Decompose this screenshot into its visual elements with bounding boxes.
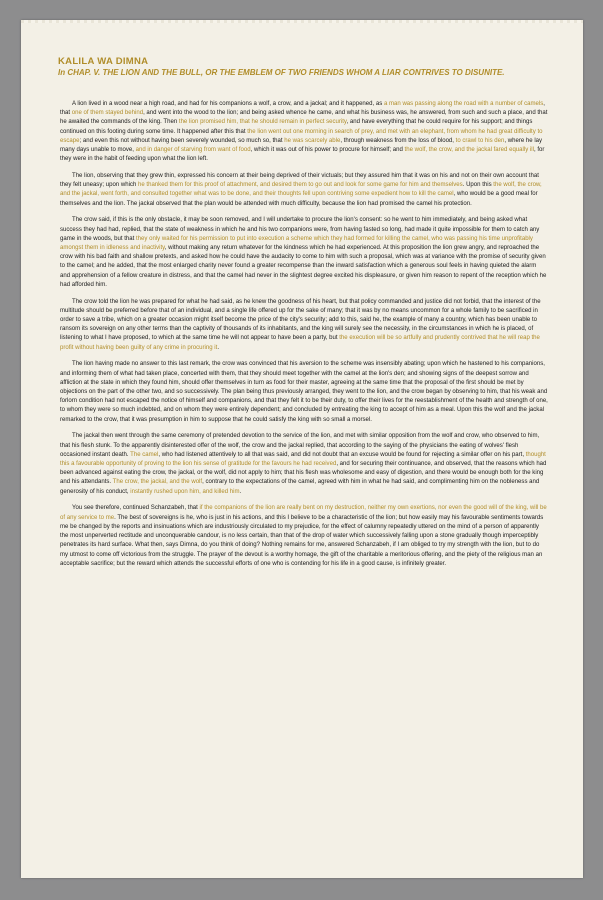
print-sheet <box>21 20 583 878</box>
highlighted-passage: they only waited for his permission to put into execution a scheme which they had formed for killing the camel, who was passing his time unprofitably amongst them in idleness and inactivity <box>60 235 533 252</box>
text-run: . <box>239 488 242 495</box>
text-run: . The best of sovereigns is he, who is just in his actions, and this I believe to be a characteristic of the lion; but how easily may his favourable sentiments towards me be changed by the reports and insinuations which are industriously circulated to my prejudice, for the effect of calumny repeatedly uttered on the mind of a person of apparently the most unperverted rectitude and unconquerable candour, is no less certain, than that of the drop of water which successively falling upon a stone gradually though imperceptibly penetrates its hard surface. What then, says Dimna, do you think of doing? Nothing remains for me, answered Schanzabeh, if I am obliged to try my strength with the lion, but to do my utmost to come off victorious from the struggle. The prayer of the devout is a worthy homage, the gift of the charitable a meritorious offering, and the piety of the religious man an acceptable sacrifice; but the reward which attends the successful efforts of one who is contending for his life in a good cause, is infinitely greater. <box>60 514 544 567</box>
text-run: , and went into the wood to the lion; and being asked whence he came, and what his business was, he answered, from such and such a place, and that he awaited the commands of the king. Then <box>60 110 548 126</box>
story-paragraph <box>60 504 548 568</box>
highlighted-passage: the lion went out one morning in search of prey, and met with an elephant, from whom he had great difficulty to escape <box>60 128 543 144</box>
story-text <box>60 100 548 577</box>
highlighted-passage: if the companions of the lion are really bent on my destruction, neither my own exertions, nor even the good will of the king, will be of any service to me <box>60 505 547 521</box>
text-run: , and have everything that he could require for his support; and things continued on this footing during some time. It happened after this that <box>60 119 533 135</box>
text-run: You see therefore, continued Schanzabeh, that <box>72 505 200 512</box>
header <box>58 56 558 78</box>
highlighted-passage: the lion promised him, that he should remain in perfect security <box>178 119 347 126</box>
highlighted-passage: the wolf, the crow, and the jackal, went forth, and consulted together what was to be done, and their thoughts fell upon contriving some expedient how to kill the camel <box>60 182 542 198</box>
text-run: A lion lived in a wood near a high road, and had for his companions a wolf, a crow, and a jackal; and it happened, as <box>72 101 384 107</box>
text-run: , which it was out of his power to procure for himself; and <box>250 147 405 154</box>
text-run: , contrary to the expectations of the camel, agreed with him in what he had said, and complimenting him on the nobleness and generosity of his conduct, <box>60 479 540 495</box>
text-run: . Upon this <box>462 182 494 189</box>
story-paragraph <box>60 216 548 290</box>
highlighted-passage: instantly rushed upon him, and killed him <box>130 488 240 495</box>
text-run: , through weakness from the loss of blood, <box>340 137 456 144</box>
highlighted-passage: the wolf, the crow, and the jackal fared equally ill <box>404 147 534 154</box>
highlighted-passage: the execution will be so artfully and prudently contrived that he will reap the profit without having been guilty of any crime in procuring it <box>60 335 540 351</box>
story-paragraph <box>60 360 548 424</box>
text-run: , who had listened attentively to all that was said, and did not doubt that an excuse would be found for rejecting a similar offer on his part, <box>158 451 526 458</box>
text-run: , where he lay many days unable to move, <box>60 137 543 154</box>
text-run: The crow told the lion he was prepared for what he had said, as he knew the goodness of his heart, but that policy commanded and justice did not forbid, that the interest of the multitude should be preferred before that of an individual, and a single life offered up for the sake of many; that it was by no means uncommon for a whole family to be sacrificed in order to save a tribe, which on a greater occasion might itself become the price of the city's security; add to this, said he, the example of many a country, which has been unable to ransom its sovereign on any other terms than the captivity of thousands of its inhabitants, and the king will surely see the necessity, in the circumstances in which he is placed, of listening to what I have proposed, to which at the same time he will not appear to have been a party, but <box>60 298 541 342</box>
highlighted-passage: to crawl to his den <box>455 137 505 144</box>
highlighted-passage: thought this a favourable opportunity of proving to the lion his sense of gratitude for the favours he had received <box>60 451 546 468</box>
story-paragraph <box>60 172 548 209</box>
text-run: . <box>217 344 219 351</box>
text-run: The crow said, if this is the only obstacle, it may be soon removed, and I will undertake to procure the lion's consent: so he went to him immediately, and being asked what success they had had, replied, that the state of weakness in which he and his two companions were, from having fasted so long, had made it quite impossible for them to catch any game in the woods, but that <box>60 217 540 242</box>
highlighted-passage: he was scarcely able <box>284 137 341 144</box>
chapter-subtitle: In CHAP. V. THE LION AND THE BULL, OR THE EMBLEM OF TWO FRIENDS WHOM A LIAR CONTRIVES TO DISUNITE. <box>58 68 505 77</box>
text-run: The lion, observing that they grew thin, expressed his concern at their being deprived of their victuals; but they assured him that it was on his and not on their own account that they felt uneasy; upon which <box>60 173 539 189</box>
page-title: KALILA WA DIMNA <box>58 56 149 67</box>
highlighted-passage: and in danger of starving from want of food <box>135 147 251 154</box>
story-paragraph <box>60 298 548 353</box>
text-run: , and for securing their continuance, and observed, that the reasons which had been advanced against eating the crow, the jackal, or the wolf, did not apply to him; that his flesh was wholesome and easy of digestion, and there would be enough both for the king and his attendants. <box>60 461 547 486</box>
text-run: , that <box>60 101 545 117</box>
text-run: The lion having made no answer to this last remark, the crow was convinced that his aversion to the scheme was insensibly abating; upon which he hastened to his companions, and informing them of what had taken place, concerted with them, that they should meet together with the camel at the lion's den; and showing signs of the deepest sorrow and affliction at the state in which they found him, should offer themselves in turn as food for their master, agreeing at the same time that the proposal of the first should be met by objections on the part of the other two, and so successively. The plan being thus previously arranged, they went to the lion, and the crow began by observing to him, that his weak and forlorn condition had not escaped the notice of himself and companions, and that they felt it to be their duty, to offer their lives for the reestablishment of the health and strength of one, to whom they were so much indebted, and on whom they were entirely dependent; and concluded by entreating the king to accept of him as a meal. Upon this the wolf and the jackal remarked to the crow, that it was presumption in him to suppose that he could satisfy the king with so small a morsel. <box>60 361 548 423</box>
text-run: The jackal then went through the same ceremony of pretended devotion to the service of the lion, and met with similar opposition from the wolf and crow, who observed to him, that his flesh stunk. To the apparently disinterested offer of the wolf, the crow and the jackal replied, that according to the saying of the physicians the eating of wolves' flesh occasioned instant death. <box>60 433 540 458</box>
highlighted-passage: he thanked them for this proof of attachment, and desired them to go out and look for some game for him and themselves <box>138 182 463 189</box>
highlighted-passage: a man was passing along the road with a number of camels <box>383 101 544 107</box>
text-run: , without making any return whatever for the kindness which he had experienced. At this proposition the lion grew angry, and reproached the crow with his bad faith and shallow pretexts, and asked how he could have the audacity to come to him with such a proposal, which was at variance with the promise of security given to the camel; and he added, that the most enlarged charity never found a greater recompense than the inward satisfaction which a generous soul feels in having quieted the alarm and apprehension of a fellow creature in distress, and that the camel had never in the slightest degree excited his displeasure, or given him reason to repent of the reception which he had afforded him. <box>60 245 547 288</box>
text-run: , who would be a good meal for themselves and the lion. The jackal observed that the plan would be attended with much difficulty, because the lion had promised the camel his protection. <box>60 191 538 207</box>
story-paragraph <box>60 432 548 496</box>
text-run: , for they were in the habit of feeding upon what the lion left. <box>60 147 545 163</box>
story-paragraph <box>60 100 548 164</box>
highlighted-passage: one of them stayed behind <box>71 110 144 117</box>
highlighted-passage: The crow, the jackal, and the wolf <box>112 479 203 486</box>
highlighted-passage: The camel <box>130 451 159 458</box>
text-run: ; and even this not without having been severely wounded, so much so, that <box>79 137 285 144</box>
